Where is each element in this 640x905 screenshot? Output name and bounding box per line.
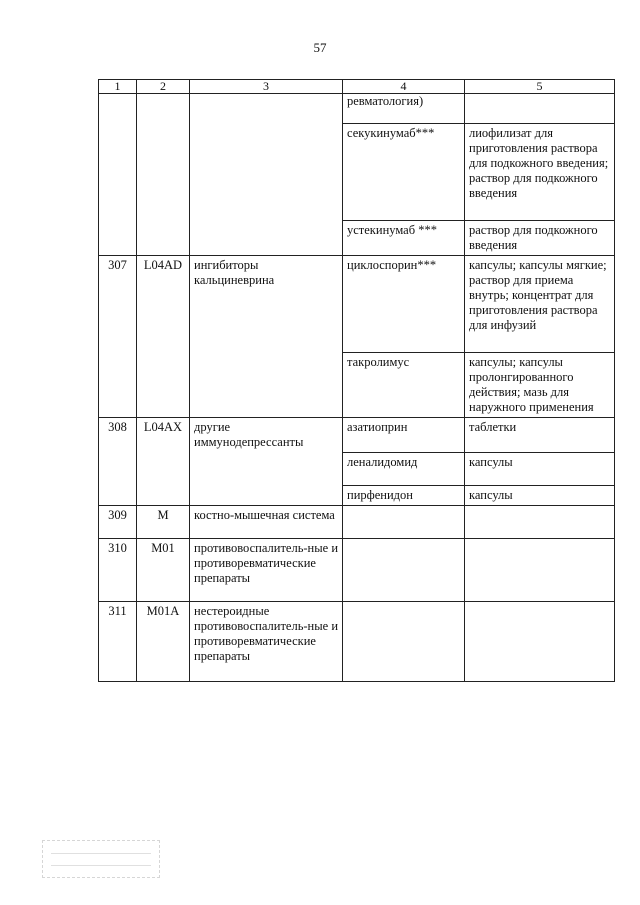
row-number: 307 (99, 256, 137, 418)
atc-code (137, 94, 190, 256)
row-number: 309 (99, 506, 137, 539)
atc-code: M01A (137, 602, 190, 682)
page-number: 57 (313, 40, 327, 55)
atc-code: M (137, 506, 190, 539)
faded-stamp (42, 840, 160, 878)
header-cell: 5 (465, 80, 615, 94)
table-row (99, 506, 615, 539)
row-number: 310 (99, 539, 137, 602)
group-name: ингибиторы кальциневрина (190, 256, 343, 418)
dosage-form (465, 539, 615, 602)
group-name: противовоспалитель-ные и противоревматические препараты (190, 539, 343, 602)
dosage-form: лиофилизат для приготовления раствора для подкожного введения; раствор для подкожного введения (465, 124, 615, 221)
group-name: костно-мышечная система (190, 506, 343, 539)
header-cell: 1 (99, 80, 137, 94)
drug-table (98, 79, 615, 682)
drug-name (343, 539, 465, 602)
header-cell: 3 (190, 80, 343, 94)
drug-name: циклоспорин*** (343, 256, 465, 353)
row-number: 308 (99, 418, 137, 506)
dosage-form: капсулы; капсулы пролонгированного действия; мазь для наружного применения (465, 353, 615, 418)
table-row (99, 539, 615, 602)
header-cell: 2 (137, 80, 190, 94)
dosage-form (465, 94, 615, 124)
drug-name: секукинумаб*** (343, 124, 465, 221)
drug-name: такролимус (343, 353, 465, 418)
drug-name: устекинумаб *** (343, 221, 465, 256)
drug-name (343, 506, 465, 539)
dosage-form: капсулы (465, 486, 615, 506)
row-number: 311 (99, 602, 137, 682)
drug-name (343, 602, 465, 682)
atc-code: L04AD (137, 256, 190, 418)
table-row (99, 256, 615, 353)
dosage-form (465, 602, 615, 682)
drug-name: ревматология) (343, 94, 465, 124)
group-name (190, 94, 343, 256)
table-row (99, 418, 615, 453)
drug-name: леналидомид (343, 453, 465, 486)
table-row (99, 94, 615, 124)
header-cell: 4 (343, 80, 465, 94)
atc-code: M01 (137, 539, 190, 602)
dosage-form: таблетки (465, 418, 615, 453)
group-name: нестероидные противовоспалитель-ные и противоревматические препараты (190, 602, 343, 682)
table-header-row (99, 80, 615, 94)
atc-code: L04AX (137, 418, 190, 506)
dosage-form: раствор для подкожного введения (465, 221, 615, 256)
drug-name: азатиоприн (343, 418, 465, 453)
dosage-form: капсулы; капсулы мягкие; раствор для приема внутрь; концентрат для приготовления раствора для инфузий (465, 256, 615, 353)
drug-name: пирфенидон (343, 486, 465, 506)
group-name: другие иммунодепрессанты (190, 418, 343, 506)
table-row (99, 602, 615, 682)
row-number (99, 94, 137, 256)
dosage-form: капсулы (465, 453, 615, 486)
dosage-form (465, 506, 615, 539)
